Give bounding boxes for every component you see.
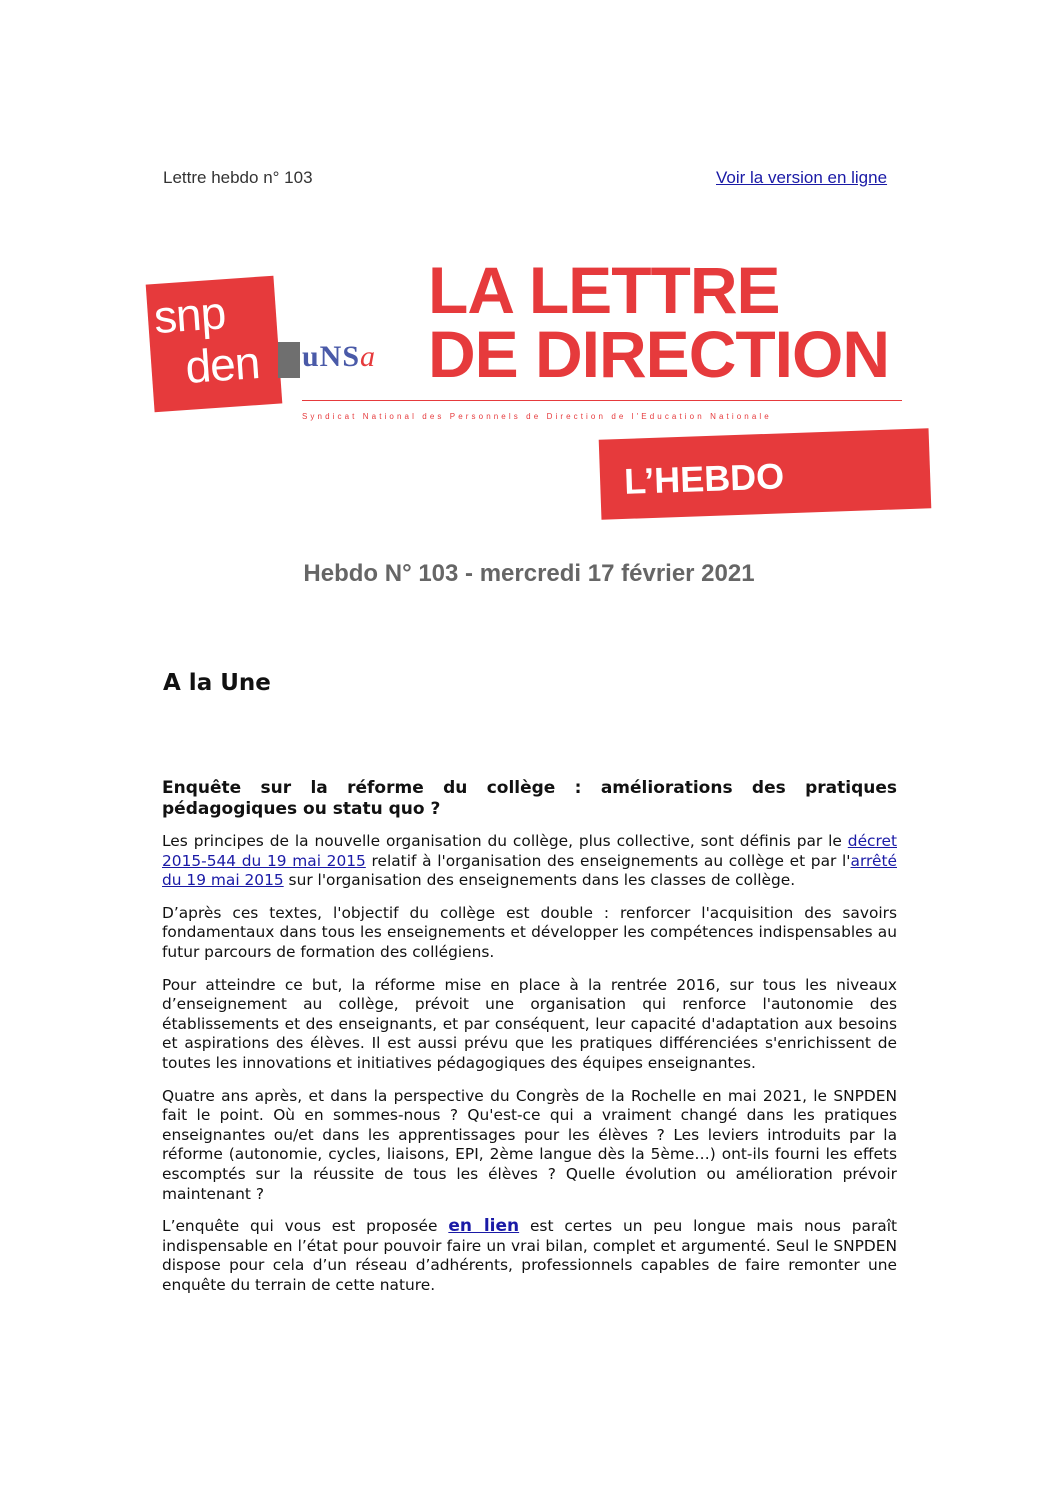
article-paragraph: L’enquête qui vous est proposée en lien est certes un peu longue mais nous paraît indispensable en l’état pour pouvoir faire un vrai bilan, complet et argumenté. Seul le SNPDEN dispose pour cela d’un réseau d’adhérents, professionnels capables de faire remonter une enquête du terrain de cette nature. (162, 1216, 898, 1294)
arrete-link[interactable]: arrêté du 19 mai 2015 (162, 851, 897, 890)
article-paragraph: D’après ces textes, l'objectif du collège est double : renforcer l'acquisition des savoirs fondamentaux dans tous les enseignements et développer les compétences indispensables au futur parcours de formation des collégiens. (162, 903, 897, 961)
unsa-text: uNSa (302, 340, 377, 373)
logo-line2: den (183, 335, 261, 393)
survey-link[interactable]: en lien (448, 1216, 520, 1237)
article-paragraph: Pour atteindre ce but, la réforme mise en place à la rentrée 2016, sur tous les niveaux d’enseignement au collège, prévoit une organisation qui renforce l'autonomie des établissements et des enseignants, et par conséquent, leur capacité d'adaptation aux besoins et aspirations des élèves. Il est aussi prévu que les pratiques différenciées s'enrichissent de toutes les innovations et initiatives pédagogiques des équipes enseignantes. (162, 975, 897, 1072)
snpden-logo (146, 276, 283, 413)
masthead-title (428, 253, 890, 391)
decret-link[interactable]: décret 2015-544 du 19 mai 2015 (162, 832, 897, 870)
article (162, 778, 897, 1308)
article-heading: Enquête sur la réforme du collège : améliorations des pratiques pédagogiques ou statu quo ? (162, 778, 897, 819)
masthead-rule (302, 400, 902, 401)
section-title: A la Une (163, 670, 271, 696)
hebdo-banner-label: L’HEBDO (623, 455, 785, 502)
unsa-grey-block (278, 342, 300, 378)
hebdo-banner (599, 428, 932, 519)
article-paragraph: Quatre ans après, et dans la perspective du Congrès de la Rochelle en mai 2021, le SNPDEN fait le point. Où en sommes-nous ? Qu'est-ce qui a vraiment changé dans les pratiques enseignantes ou/et dans les apprentissages pour les élèves ? Les leviers introduits par la réforme (autonomie, cycles, liaisons, EPI, 2ème langue dès la 5ème…) ont-ils fourni les effets escomptés sur la réussite de tous les élèves ? Quelle évolution ou amélioration prévoir maintenant ? (162, 1086, 897, 1203)
online-version-link[interactable]: Voir la version en ligne (716, 168, 888, 187)
masthead-title-line1: LA LETTRE (428, 253, 780, 327)
article-paragraph: Les principes de la nouvelle organisation du collège, plus collective, sont définis par le décret 2015-544 du 19 mai 2015 relatif à l'organisation des enseignements au collège et par l'arrêté du 19 mai 2015 sur l'organisation des enseignements dans les classes de collège. (162, 832, 897, 890)
logo-line1: snp (152, 286, 227, 344)
issue-label: Lettre hebdo n° 103 (163, 168, 313, 187)
masthead-title-line2: DE DIRECTION (428, 317, 890, 391)
masthead-subtitle: Syndicat National des Personnels de Direction de l'Education Nationale (302, 412, 772, 421)
unsa-logo (278, 340, 398, 384)
issue-title: Hebdo N° 103 - mercredi 17 février 2021 (303, 560, 755, 587)
